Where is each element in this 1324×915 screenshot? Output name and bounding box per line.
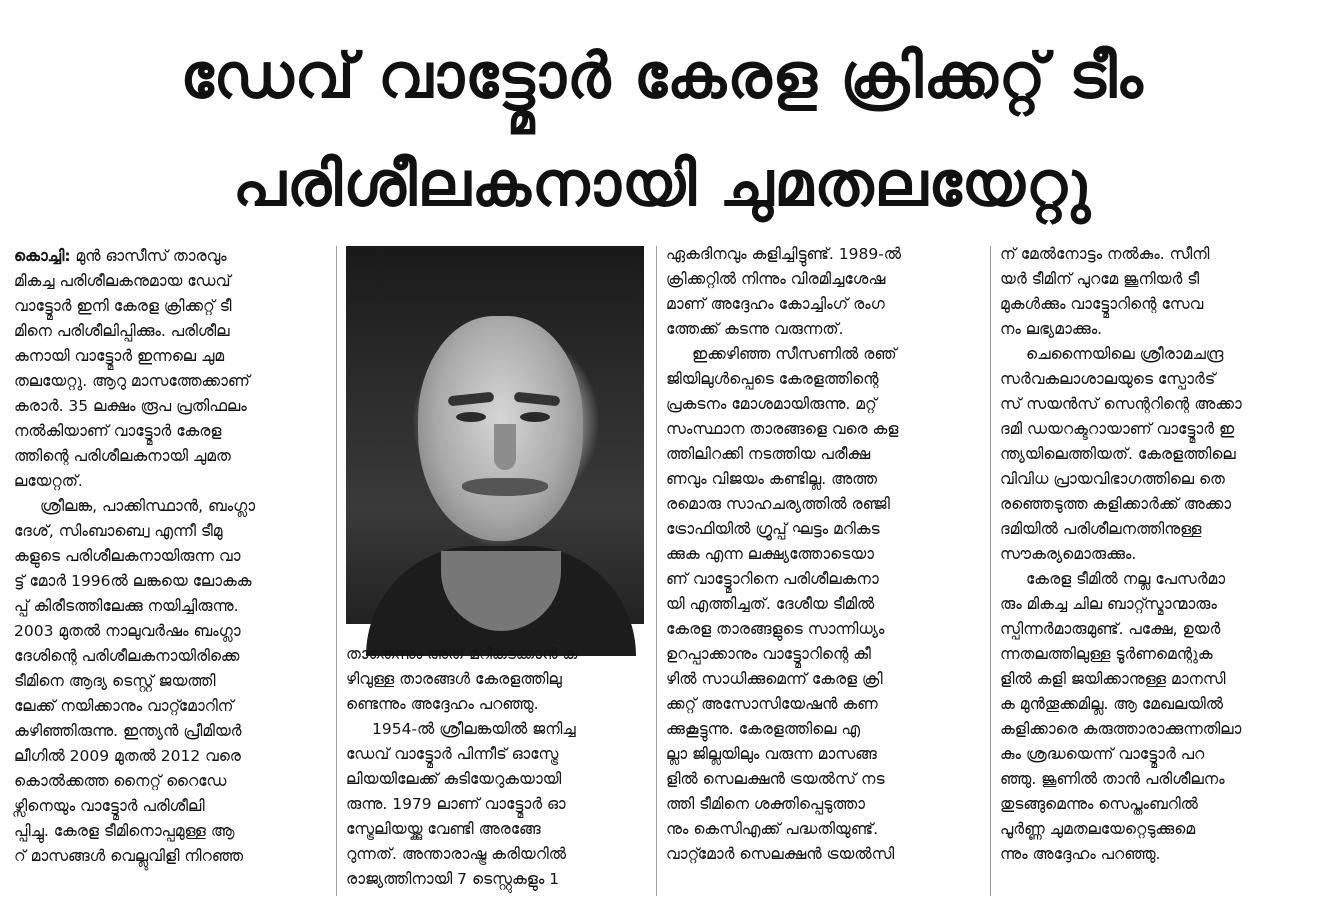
column-line: ത്തി ടീമിനെ ശക്തിപ്പെടുത്താ bbox=[666, 795, 866, 813]
column-line: നം ലഭ്യമാക്കും. bbox=[1000, 320, 1103, 338]
column-line: സ്പിന്നർമാരുമുണ്ട്. പക്ഷേ, ഉയർ bbox=[1000, 620, 1221, 638]
column-line: കളുടെ പരിശീലകനായിരുന്ന വാ bbox=[14, 547, 241, 565]
column-line: കേരള താരങ്ങളുടെ സാന്നിധ്യം bbox=[666, 620, 885, 638]
column-line: മിനെ പരിശീലിപ്പിക്കും. പരിശീല bbox=[14, 322, 230, 340]
column-line: രാജ്യത്തിനായി 7 ടെസ്റ്റുകളും 1 bbox=[346, 870, 560, 888]
column-line: പ്പ് കിരീടത്തിലേക്കു നയിച്ചിരുന്നു. bbox=[14, 597, 239, 615]
column-line: താതെന്നും അത് മറികടക്കാൻ ക bbox=[346, 645, 578, 663]
column-line: തുടങ്ങുമെന്നും സെപ്തംബറിൽ bbox=[1000, 795, 1198, 813]
column-line: കനായി വാട്ട്മോർ ഇന്നലെ ചുമ bbox=[14, 347, 225, 365]
column-line: മികച്ച പരിശീലകനുമായ ഡേവ് bbox=[14, 272, 231, 290]
column-line: ദമി ഡയറക്ടറായാണ് വാട്ട്മോർ ഇ bbox=[1000, 420, 1235, 438]
column-line: ജിയിലുൾപ്പെടെ കേരളത്തിന്റെ bbox=[666, 370, 879, 388]
column-line: ണ്ടെന്നും അദ്ദേഹം പറഞ്ഞു. bbox=[346, 695, 539, 713]
line-text: മുൻ ഓസീസ് താരവും bbox=[70, 247, 227, 265]
column-line: രും മികച്ച ചില ബാറ്റ്സ്മാന്മാരും bbox=[1000, 595, 1217, 613]
column-line: യി എത്തിച്ചത്. ദേശീയ ടീമിൽ bbox=[666, 595, 875, 613]
column-line: ഴിവുള്ള താരങ്ങൾ കേരളത്തിലു bbox=[346, 670, 562, 688]
column-line: പ്രകടനം മോശമായിരുന്നു. മറ്റ് bbox=[666, 395, 877, 413]
column-line: മാണ് അദ്ദേഹം കോച്ചിംഗ് രംഗ bbox=[666, 295, 885, 313]
headline-line-2: പരിശീലകനായി ചുമതലയേറ്റു bbox=[232, 147, 1092, 220]
column-line: വാറ്റ്മോർ സെലക്ഷൻ ട്രയൽസി bbox=[666, 845, 895, 863]
column-line: ന് മേൽനോട്ടം നൽകും. സീനി bbox=[1000, 245, 1210, 263]
column-line: നും കെസിഎക്ക് പദ്ധതിയുണ്ട്. bbox=[666, 820, 879, 838]
photo-nose bbox=[494, 424, 516, 470]
column-line: ഇക്കഴിഞ്ഞ സീസണിൽ രഞ് bbox=[692, 345, 897, 363]
column-line: ടീമിനെ ആദ്യ ടെസ്റ്റ് ജയത്തി bbox=[14, 672, 216, 690]
column-divider bbox=[990, 246, 991, 896]
column-line: ലീഗിൽ 2009 മുതൽ 2012 വരെ bbox=[14, 747, 241, 765]
column-line: ളിൽ കളി ജയിക്കാനുള്ള മാനസി bbox=[1000, 670, 1226, 688]
photo-eye bbox=[456, 412, 486, 422]
column-line: നൽകിയാണ് വാട്ട്മോർ കേരള bbox=[14, 422, 222, 440]
column-line: ശ്രീലങ്ക, പാക്കിസ്ഥാൻ, ബംഗ്ലാ bbox=[40, 497, 256, 515]
column-line: യർ ടീമിന് പുറമേ ജൂനിയർ ടീ bbox=[1000, 270, 1200, 288]
column-line: ക്കറ്റ് അസോസിയേഷൻ കണ bbox=[666, 695, 878, 713]
column-line: ഉറപ്പാക്കാനും വാട്ട്മോറിന്റെ കീ bbox=[666, 645, 871, 663]
photo-eye bbox=[520, 412, 550, 422]
column-line: ക്രിക്കറ്റിൽ നിന്നും വിരമിച്ചശേഷ bbox=[666, 270, 886, 288]
column-line: റ് മാസങ്ങൾ വെല്ലുവിളി നിറഞ്ഞ bbox=[14, 847, 244, 865]
article-column-1 bbox=[14, 244, 330, 904]
column-line: ണ് വാട്ട്മോറിനെ പരിശീലകനാ bbox=[666, 570, 879, 588]
column-line: കഴിഞ്ഞിരുന്നു. ഇന്ത്യൻ പ്രീമിയർ bbox=[14, 722, 242, 740]
column-divider bbox=[656, 246, 657, 896]
column-line: ഴ്സിനെയും വാട്ട്മോർ പരിശീലി bbox=[14, 797, 205, 815]
article-column-2 bbox=[346, 642, 646, 912]
column-line: ക മുൻതൂക്കമില്ല. ആ മേഖലയിൽ bbox=[1000, 695, 1224, 713]
column-line: സ് സയൻസ് സെന്ററിന്റെ അക്കാ bbox=[1000, 395, 1242, 413]
column-line: മുകൾക്കും വാട്ട്മോറിന്റെ സേവ bbox=[1000, 295, 1204, 313]
article-column-4 bbox=[1000, 242, 1316, 863]
column-line: സർവകലാശാലയുടെ സ്പോർട് bbox=[1000, 370, 1216, 388]
column-line: 1954-ൽ ശ്രീലങ്കയിൽ ജനിച്ച bbox=[372, 720, 576, 738]
column-line: സൗകര്യമൊരുക്കും. bbox=[1000, 545, 1137, 563]
column-line: സംസ്ഥാന താരങ്ങളെ വരെ കള bbox=[666, 420, 899, 438]
column-line: ണവും വിജയം കണ്ടില്ല. അത്ത bbox=[666, 470, 878, 488]
column-line: പ്പിച്ചു. കേരള ടീമിനൊപ്പമുള്ള ആ bbox=[14, 822, 235, 840]
column-line: ത്തിലിറക്കി നടത്തിയ പരീക്ഷ bbox=[666, 445, 871, 463]
column-line: വിവിധ പ്രായവിഭാഗത്തിലെ തെ bbox=[1000, 470, 1225, 488]
column-line: തലയേറ്റു. ആറു മാസത്തേക്കാണ് bbox=[14, 372, 250, 390]
column-line: കൊൽക്കത്ത നൈറ്റ് റൈഡേ bbox=[14, 772, 227, 790]
column-line: ക്കുകൂട്ടുന്നു. കേരളത്തിലെ എ bbox=[666, 720, 860, 738]
column-line: ല്ലാ ജില്ലയിലും വരുന്ന മാസങ്ങ bbox=[666, 745, 877, 763]
column-line: രഞ്ഞെടുത്ത കളിക്കാർക്ക് അക്കാ bbox=[1000, 495, 1232, 513]
column-line: പൂർണ്ണ ചുമതലയേറ്റെടുക്കുമെ bbox=[1000, 820, 1196, 838]
column-line: ക്കുക എന്ന ലക്ഷ്യത്തോടെയാ bbox=[666, 545, 875, 563]
column-line: റുന്നത്. അന്താരാഷ്ട്ര കരിയറിൽ bbox=[346, 845, 567, 863]
column-line: ലേക്ക് നയിക്കാനും വാറ്റ്മോറിന് bbox=[14, 697, 234, 715]
column-line: ത്തിന്റെ പരിശീലകനായി ചുമത bbox=[14, 447, 231, 465]
column-line: ദേശ്, സിംബാബ്വെ എന്നീ ടീമു bbox=[14, 522, 223, 540]
column-line: ത്തേക്ക് കടന്നു വരുന്നത്. bbox=[666, 320, 844, 338]
headline-line-1: ഡേവ് വാട്ട്മോർ കേരള ക്രിക്കറ്റ് ടീം bbox=[180, 39, 1144, 112]
column-line: ദമിയിൽ പരിശീലനത്തിനുള്ള bbox=[1000, 520, 1202, 538]
column-line: ദേശിന്റെ പരിശീലകനായിരിക്കെ bbox=[14, 647, 240, 665]
column-line: ലയേറ്റത്. bbox=[14, 472, 83, 490]
column-line: ലിയയിലേക്ക് കുടിയേറുകയായി bbox=[346, 770, 562, 788]
column-line: ഏകദിനവും കളിച്ചിട്ടുണ്ട്. 1989-ൽ bbox=[666, 245, 902, 263]
column-line: കളിക്കാരെ കരുത്താരാക്കുന്നതിലാ bbox=[1000, 720, 1242, 738]
column-line: കും ശ്രദ്ധയെന്ന് വാട്ട്മോർ പറ bbox=[1000, 745, 1205, 763]
column-line: ന്നതലത്തിലുള്ള ടൂർണമെന്റുക bbox=[1000, 645, 1213, 663]
dateline: കൊച്ചി: bbox=[14, 247, 71, 265]
portrait-photo bbox=[346, 246, 644, 624]
column-line: ട്ട് മോർ 1996ൽ ലങ്കയെ ലോകക bbox=[14, 572, 252, 590]
column-divider bbox=[336, 246, 337, 896]
column-line: സ്ട്രേലിയയ്ക്കു വേണ്ടി അരങ്ങേ bbox=[346, 820, 541, 838]
column-line: കേരള ടീമിൽ നല്ല പേസർമാ bbox=[1026, 570, 1226, 588]
column-line: ഴിൽ സാധിക്കുമെന്ന് കേരള ക്രി bbox=[666, 670, 883, 688]
column-line: ന്നും അദ്ദേഹം പറഞ്ഞു. bbox=[1000, 845, 1161, 863]
column-line: ഡേവ് വാട്ട്മോർ പിന്നീട് ഓസ്ട്രേ bbox=[346, 745, 559, 763]
column-line: ചെന്നൈയിലെ ശ്രീരാമചന്ദ്ര bbox=[1026, 345, 1224, 363]
column-line: ന്ത്യയിലെത്തിയത്. കേരളത്തിലെ bbox=[1000, 445, 1236, 463]
column-line: രുന്നു. 1979 ലാണ് വാട്ട്മോർ ഓ bbox=[346, 795, 566, 813]
column-line: ട്രോഫിയിൽ ഗ്രൂപ്പ് ഘട്ടം മറികട bbox=[666, 520, 880, 538]
column-line: രമൊരു സാഹചര്യത്തിൽ രഞ്ജി bbox=[666, 495, 890, 513]
photo-mustache bbox=[462, 478, 548, 496]
column-line: വാട്ട്മോർ ഇനി കേരള ക്രിക്കറ്റ് ടീ bbox=[14, 297, 232, 315]
column-line: 2003 മുതൽ നാലുവർഷം ബംഗ്ലാ bbox=[14, 622, 241, 640]
column-line: ഞ്ഞു. ജൂണിൽ താൻ പരിശീലനം bbox=[1000, 770, 1225, 788]
column-line bbox=[14, 244, 330, 269]
column-line: കരാർ. 35 ലക്ഷം രൂപ പ്രതിഫലം bbox=[14, 397, 247, 415]
article-column-3 bbox=[666, 242, 980, 902]
column-line: ളിൽ സെലക്ഷൻ ട്രയൽസ് നട bbox=[666, 770, 885, 788]
